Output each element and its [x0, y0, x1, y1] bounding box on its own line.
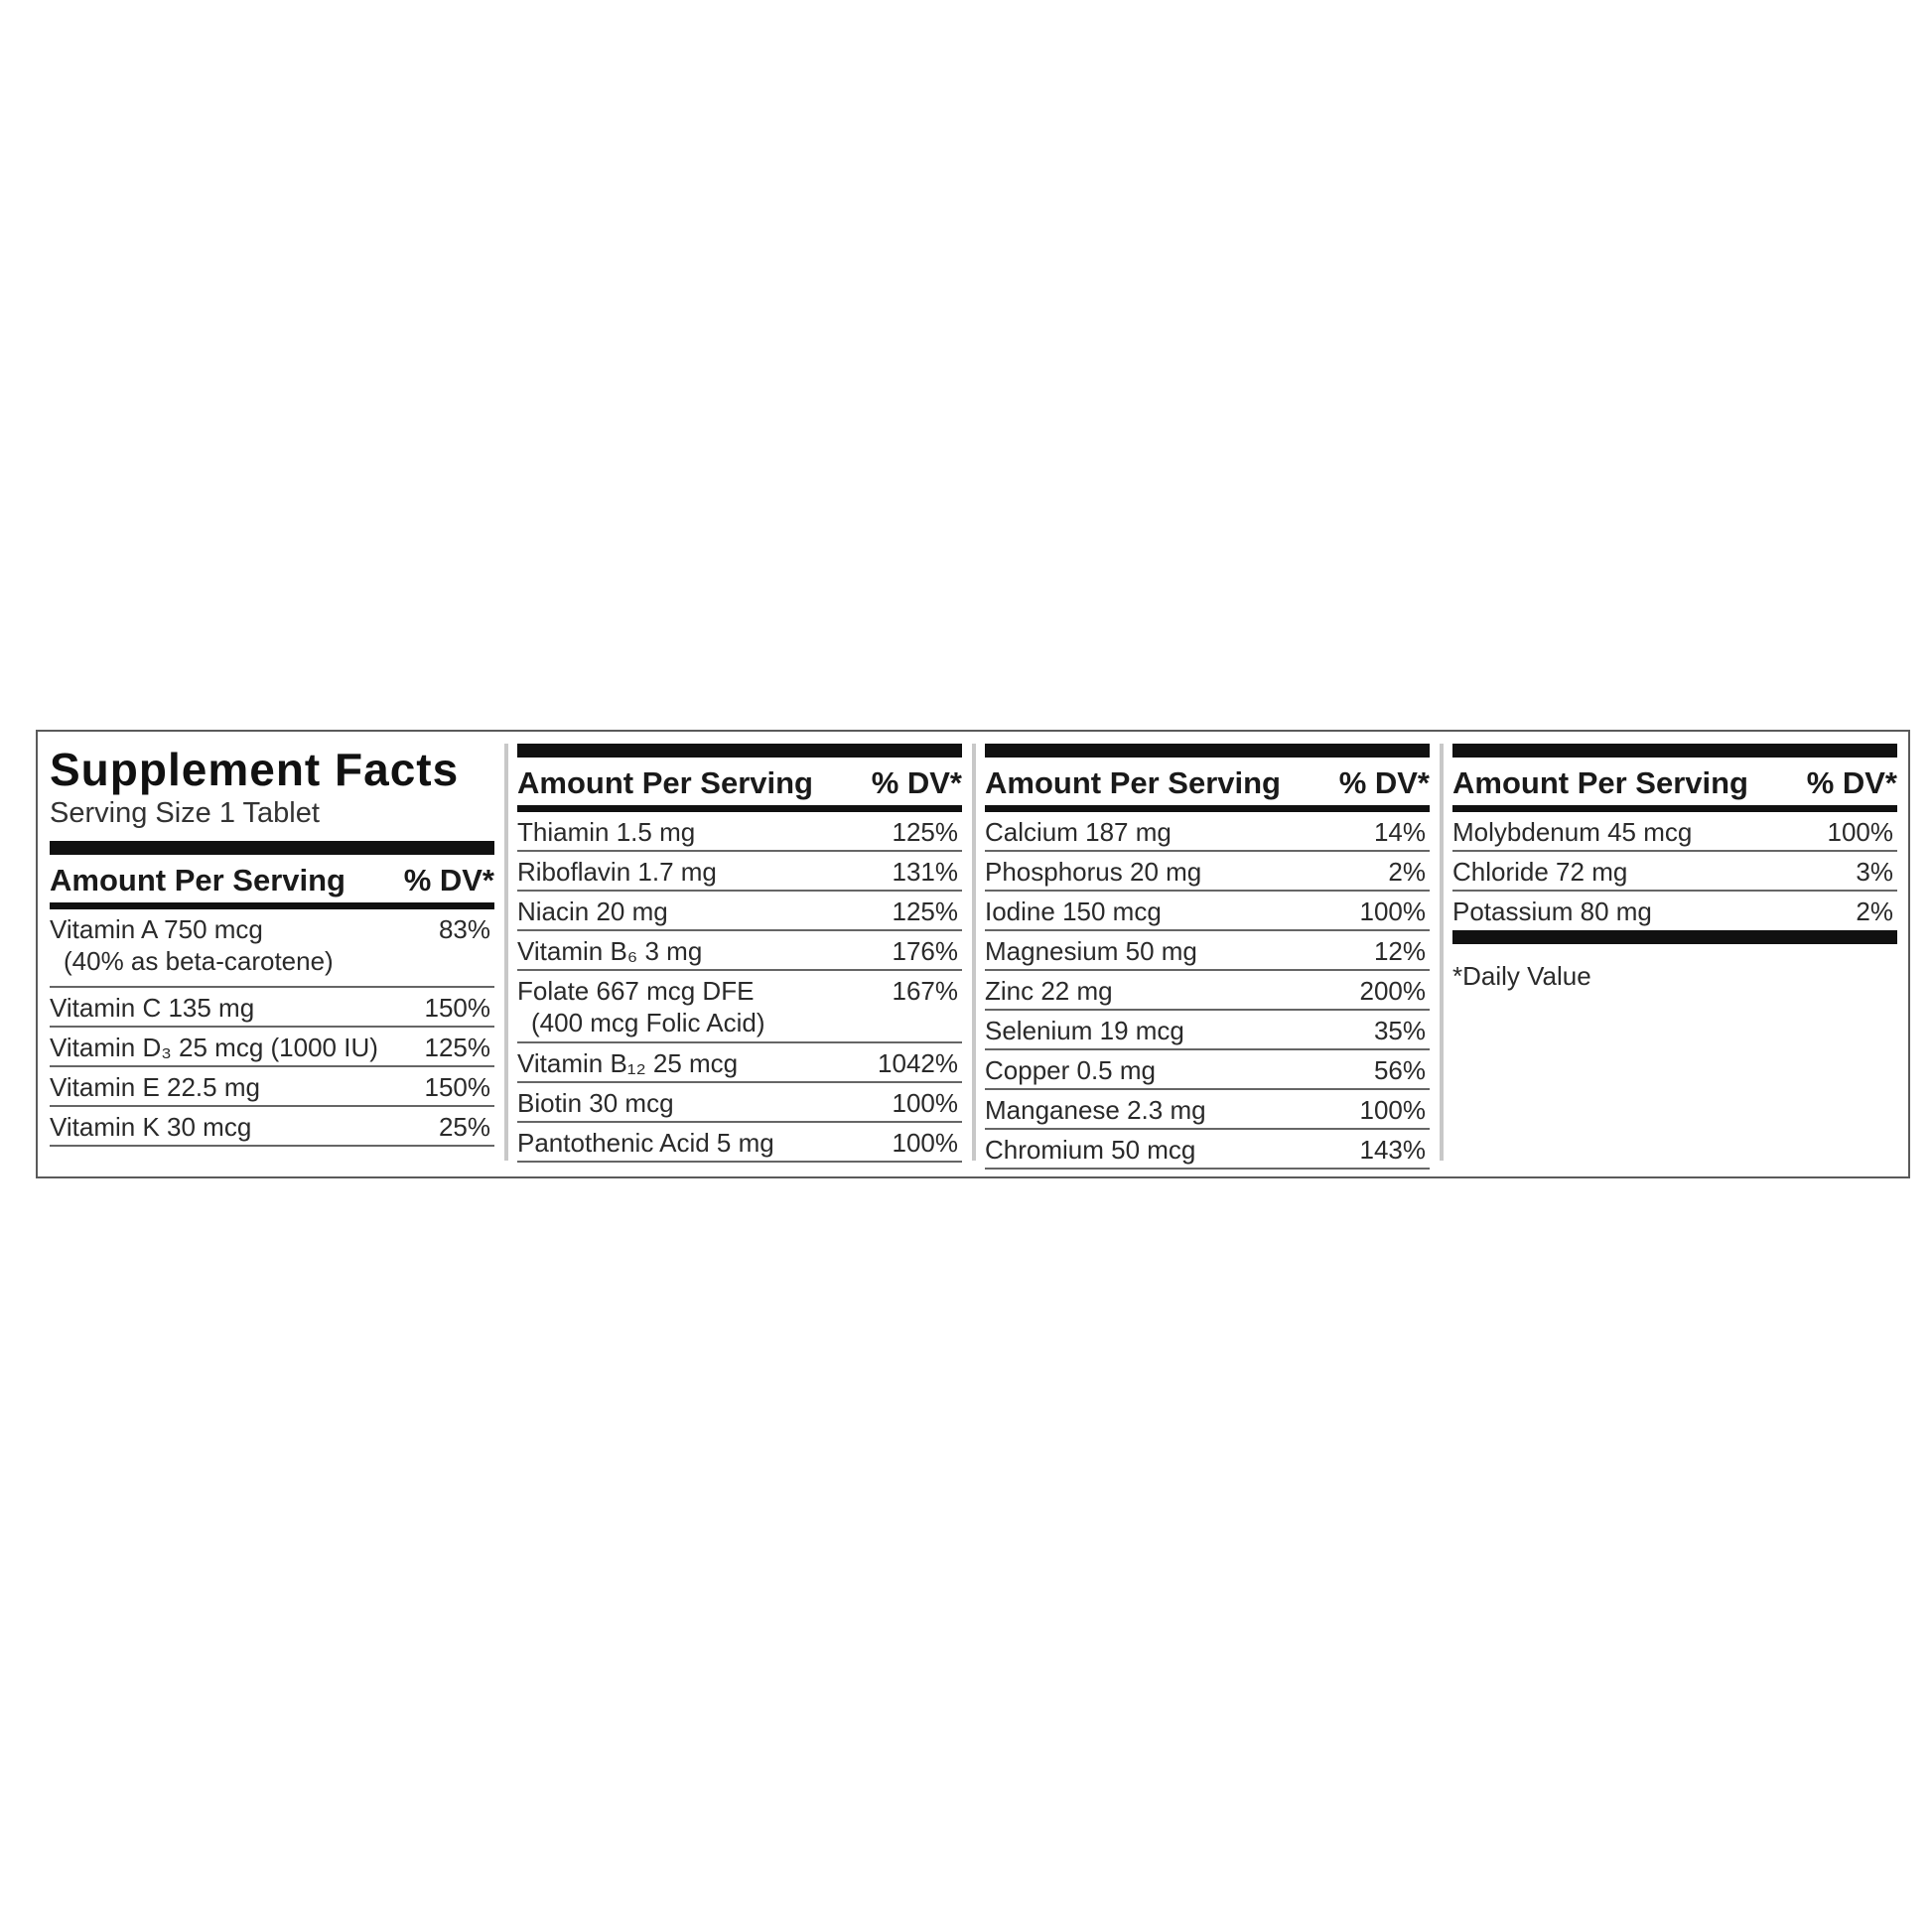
nutrient-row	[50, 909, 494, 988]
facts-column-4	[1452, 744, 1897, 992]
column-divider	[972, 744, 976, 1161]
nutrient-row	[985, 1130, 1430, 1170]
nutrient-row	[1452, 852, 1897, 892]
column-divider	[1440, 744, 1444, 1161]
nutrient-dv: 176%	[892, 936, 958, 966]
daily-value-footnote: *Daily Value	[1452, 961, 1591, 991]
nutrient-dv: 12%	[1373, 936, 1426, 966]
nutrient-dv: 125%	[892, 817, 958, 847]
nutrient-name: Vitamin A 750 mcg	[50, 914, 263, 944]
nutrient-name: Vitamin B₆ 3 mg	[517, 936, 703, 966]
thick-divider	[1452, 744, 1897, 758]
nutrient-dv: 143%	[1359, 1135, 1426, 1165]
nutrient-name: Phosphorus 20 mg	[985, 857, 1202, 887]
facts-column-3	[985, 744, 1430, 1170]
nutrient-name: Zinc 22 mg	[985, 976, 1113, 1006]
nutrient-dv: 100%	[892, 1128, 958, 1158]
nutrient-dv: 167%	[892, 976, 958, 1006]
nutrient-name: Molybdenum 45 mcg	[1452, 817, 1693, 847]
amount-header: Amount Per Serving	[50, 863, 345, 897]
nutrient-name: Potassium 80 mg	[1452, 897, 1652, 926]
nutrient-dv: 200%	[1359, 976, 1426, 1006]
nutrient-row	[517, 852, 962, 892]
nutrient-name: Niacin 20 mg	[517, 897, 668, 926]
nutrient-row	[517, 931, 962, 971]
nutrient-row	[517, 1123, 962, 1163]
label-title: Supplement Facts	[50, 744, 460, 795]
nutrient-row	[517, 1043, 962, 1083]
nutrient-name: Selenium 19 mcg	[985, 1016, 1184, 1045]
nutrient-name: Iodine 150 mcg	[985, 897, 1162, 926]
nutrient-dv: 100%	[1359, 1095, 1426, 1125]
supplement-facts-panel	[36, 730, 1910, 1178]
nutrient-row	[50, 988, 494, 1028]
nutrient-dv: 2%	[1388, 857, 1426, 887]
nutrient-name: Calcium 187 mg	[985, 817, 1172, 847]
column-header	[517, 758, 962, 805]
nutrient-dv: 100%	[892, 1088, 958, 1118]
dv-header: % DV*	[871, 765, 962, 800]
nutrient-list	[517, 812, 962, 1163]
nutrient-list	[985, 812, 1430, 1170]
nutrient-row	[517, 971, 962, 1043]
nutrient-row	[517, 1083, 962, 1123]
nutrient-row	[985, 852, 1430, 892]
facts-column-2	[517, 744, 962, 1163]
nutrient-row	[50, 1107, 494, 1147]
amount-header: Amount Per Serving	[985, 765, 1281, 800]
nutrient-name: Manganese 2.3 mg	[985, 1095, 1206, 1125]
nutrient-dv: 83%	[438, 914, 490, 944]
nutrient-note: (400 mcg Folic Acid)	[531, 1008, 765, 1037]
thick-divider	[985, 744, 1430, 758]
thick-divider	[517, 744, 962, 758]
nutrient-row	[985, 892, 1430, 931]
facts-column-1	[50, 744, 494, 1147]
nutrient-row	[985, 1050, 1430, 1090]
amount-header: Amount Per Serving	[1452, 765, 1748, 800]
nutrient-dv: 100%	[1827, 817, 1893, 847]
nutrient-dv: 125%	[892, 897, 958, 926]
nutrient-name: Pantothenic Acid 5 mg	[517, 1128, 774, 1158]
serving-size: Serving Size 1 Tablet	[50, 797, 320, 829]
nutrient-dv: 2%	[1856, 897, 1893, 926]
medium-divider	[50, 902, 494, 909]
amount-header: Amount Per Serving	[517, 765, 813, 800]
dv-header: % DV*	[1338, 765, 1430, 800]
nutrient-name: Folate 667 mcg DFE	[517, 976, 755, 1006]
dv-header: % DV*	[1806, 765, 1897, 800]
nutrient-list	[1452, 812, 1897, 930]
column-header	[1452, 758, 1897, 805]
dv-header: % DV*	[403, 863, 494, 897]
nutrient-name: Biotin 30 mcg	[517, 1088, 674, 1118]
nutrient-name: Copper 0.5 mg	[985, 1055, 1156, 1085]
nutrient-row	[517, 892, 962, 931]
nutrient-name: Riboflavin 1.7 mg	[517, 857, 717, 887]
nutrient-name: Vitamin K 30 mcg	[50, 1112, 252, 1142]
nutrient-dv: 150%	[424, 993, 490, 1023]
nutrient-row	[985, 931, 1430, 971]
nutrient-row	[50, 1028, 494, 1067]
nutrient-list	[50, 909, 494, 1147]
nutrient-dv: 35%	[1373, 1016, 1426, 1045]
nutrient-row	[1452, 812, 1897, 852]
nutrient-name: Magnesium 50 mg	[985, 936, 1197, 966]
nutrient-row	[985, 812, 1430, 852]
nutrient-row	[50, 1067, 494, 1107]
nutrient-row	[985, 971, 1430, 1011]
medium-divider	[985, 805, 1430, 812]
nutrient-name: Vitamin C 135 mg	[50, 993, 255, 1023]
thick-divider	[50, 841, 494, 855]
nutrient-dv: 1042%	[878, 1048, 958, 1078]
nutrient-dv: 125%	[424, 1033, 490, 1062]
nutrient-row	[517, 812, 962, 852]
nutrient-dv: 3%	[1856, 857, 1893, 887]
nutrient-row	[985, 1090, 1430, 1130]
nutrient-name: Vitamin D₃ 25 mcg (1000 IU)	[50, 1033, 378, 1062]
nutrient-name: Thiamin 1.5 mg	[517, 817, 696, 847]
nutrient-dv: 150%	[424, 1072, 490, 1102]
column-header	[50, 855, 494, 902]
nutrient-name: Chloride 72 mg	[1452, 857, 1628, 887]
medium-divider	[517, 805, 962, 812]
nutrient-dv: 25%	[438, 1112, 490, 1142]
nutrient-dv: 56%	[1373, 1055, 1426, 1085]
nutrient-dv: 131%	[892, 857, 958, 887]
nutrient-note: (40% as beta-carotene)	[64, 946, 334, 976]
nutrient-dv: 100%	[1359, 897, 1426, 926]
column-divider	[504, 744, 508, 1161]
nutrient-name: Vitamin E 22.5 mg	[50, 1072, 260, 1102]
nutrient-name: Chromium 50 mcg	[985, 1135, 1196, 1165]
column-header	[985, 758, 1430, 805]
nutrient-dv: 14%	[1373, 817, 1426, 847]
medium-divider	[1452, 805, 1897, 812]
nutrient-row	[985, 1011, 1430, 1050]
thick-divider	[1452, 930, 1897, 944]
nutrient-row	[1452, 892, 1897, 930]
nutrient-name: Vitamin B₁₂ 25 mcg	[517, 1048, 739, 1078]
